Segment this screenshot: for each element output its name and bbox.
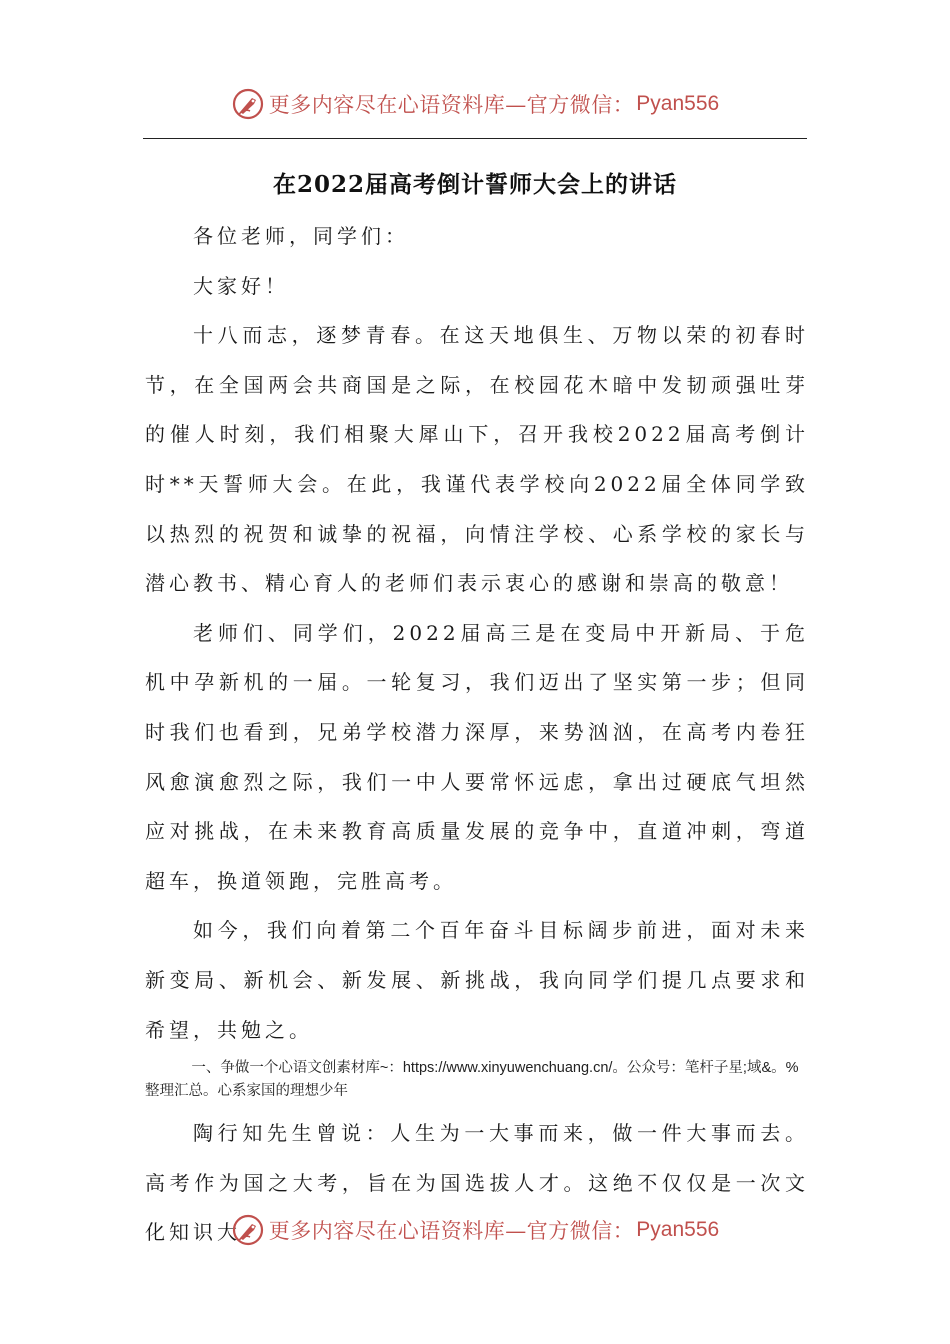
footer-banner [0, 1210, 950, 1250]
watermark-note: 一、争做一个心语文创素材库~：https://www.xinyuwenchuang.cn/。公众号：笔杆子星;域&。%整理汇总。心系家国的理想少年 [145, 1060, 799, 1100]
hello: 大家好！ [193, 273, 289, 298]
paragraph-1: 十八而志，逐梦青春。在这天地俱生、万物以荣的初春时节，在全国两会共商国是之际，在校园花木暗中发韧顽强吐芽的催人时刻，我们相聚大犀山下，召开我校2022届高考倒计时**天誓师大会。在此，我谨代表学校向2022届全体同学致以热烈的祝贺和诚挚的祝福，向情注学校、心系学校的家长与潜心教书、精心育人的老师们表示衷心的感谢和崇高的敬意！ [145, 323, 809, 596]
header-banner [0, 84, 950, 124]
document-title: 在2022届高考倒计誓师大会上的讲话 [272, 171, 677, 198]
paragraph-3: 如今，我们向着第二个百年奋斗目标阔步前进，面对未来新变局、新机会、新发展、新挑战，我向同学们提几点要求和希望，共勉之。 [145, 918, 809, 1042]
document-body [145, 212, 809, 1258]
header-divider [143, 138, 807, 139]
paragraph-4: 陶行知先生曾说：人生为一大事而来，做一件大事而去。高考作为国之大考，旨在为国选拔人才。这绝不仅仅是一次文化知识大 [145, 1121, 809, 1245]
header-wechat-id: Pyan556 [636, 92, 720, 115]
pen-nib-logo-icon [231, 87, 265, 121]
footer-wechat-id: Pyan556 [636, 1218, 720, 1241]
pen-nib-logo-icon [231, 1213, 265, 1247]
header-banner-text: 更多内容尽在心语资料库—官方微信： [268, 93, 635, 117]
paragraph-2: 老师们、同学们，2022届高三是在变局中开新局、于危机中孕新机的一届。一轮复习，我们迈出了坚实第一步；但同时我们也看到，兄弟学校潜力深厚，来势汹汹，在高考内卷狂风愈演愈烈之际，我们一中人要常怀远虑，拿出过硬底气坦然应对挑战，在未来教育高质量发展的竞争中，直道冲刺，弯道超车，换道领跑，完胜高考。 [145, 620, 809, 893]
footer-banner-text: 更多内容尽在心语资料库—官方微信： [268, 1219, 635, 1243]
greeting: 各位老师，同学们： [193, 224, 409, 248]
